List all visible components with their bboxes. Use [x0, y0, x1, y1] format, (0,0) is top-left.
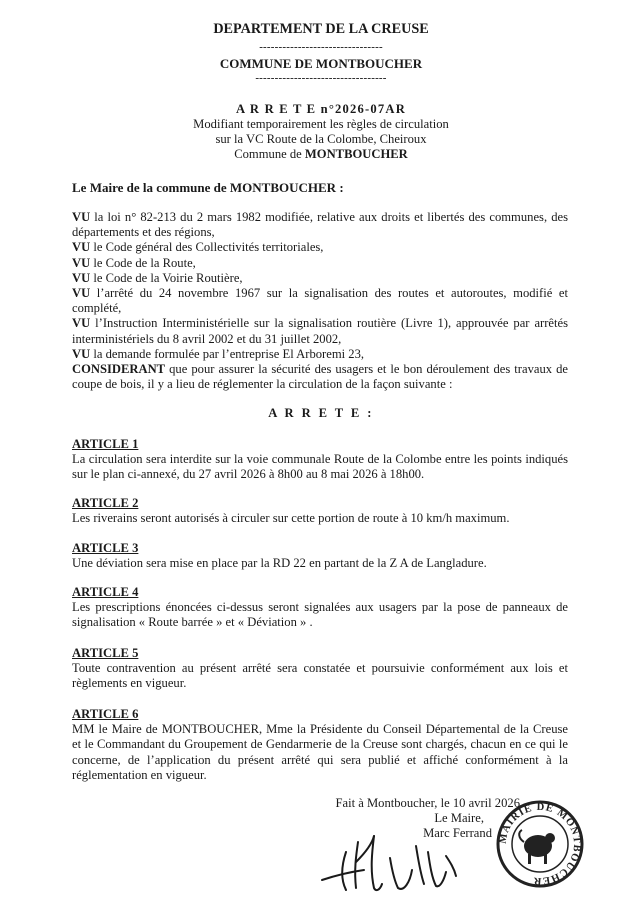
article-title: ARTICLE 2	[72, 496, 139, 510]
commune-name: MONTBOUCHER	[304, 147, 408, 161]
arrete-subject-line: Modifiant temporairement les règles de circulation	[193, 117, 449, 131]
place-date: Fait à Montboucher, le 10 avril 2026	[335, 796, 520, 810]
visa-text: la loi n° 82-213 du 2 mars 1982 modifiée, relative aux droits et libertés des communes, des départements et des régions,	[72, 210, 568, 240]
visa-lead: VU	[72, 316, 91, 331]
arrete-subject-line: sur la VC Route de la Colombe, Cheiroux	[215, 132, 427, 146]
article-title: ARTICLE 3	[72, 541, 139, 555]
considerant-item	[72, 362, 568, 392]
visa-item	[72, 347, 568, 362]
department-title: DEPARTEMENT DE LA CREUSE	[213, 21, 429, 37]
article-2	[72, 496, 568, 526]
article-text: Une déviation sera mise en place par la RD 22 en partant de la Z A de Langladure.	[72, 556, 487, 571]
article-text: Toute contravention au présent arrêté sera constatée et poursuivie conformément aux lois et règlements en vigueur.	[72, 661, 568, 691]
visa-item	[72, 240, 568, 255]
visa-text: la demande formulée par l’entreprise El Arboremi 23,	[90, 346, 365, 361]
visa-lead: VU	[72, 346, 91, 361]
article-5	[72, 646, 568, 692]
considerant-lead: CONSIDERANT	[72, 362, 166, 377]
commune-prefix: Commune de	[234, 147, 305, 161]
commune-title: COMMUNE DE MONTBOUCHER	[219, 56, 423, 71]
arrete-subject-line	[0, 147, 642, 162]
visa-text: le Code de la Route,	[90, 255, 196, 270]
visa-lead: VU	[72, 210, 91, 224]
article-4	[72, 585, 568, 631]
visa-text: l’Instruction Interministérielle sur la signalisation routière (Livre 1), approuvée par arrêtés interministériels du 8 avril 2002 et du 31 juillet 2002,	[72, 316, 568, 346]
arrete-number: A R R E T E n°2026-07AR	[235, 102, 407, 116]
arrete-section-title: A R R E T E :	[268, 406, 374, 420]
visa-text: le Code de la Voirie Routière,	[90, 270, 243, 285]
article-title: ARTICLE 1	[72, 437, 139, 451]
handwritten-signature	[316, 822, 466, 897]
visa-item	[72, 271, 568, 286]
visa-text: l’arrêté du 24 novembre 1967 sur la signalisation des routes et autoroutes, modifié et complété,	[72, 286, 568, 316]
visa-lead: VU	[72, 255, 91, 270]
article-3	[72, 541, 568, 571]
article-6	[72, 707, 568, 783]
visa-lead: VU	[72, 240, 91, 255]
stamp-text: MAIRIE DE MONTBOUCHER	[497, 801, 583, 887]
visa-item	[72, 256, 568, 271]
article-text: MM le Maire de MONTBOUCHER, Mme la Présidente du Conseil Départemental de la Creuse et le Commandant du Groupement de Gendarmerie de la Creuse sont chargés, chacun en ce qui le concerne, de l’application du présent arrêté qui sera publié et affiché conformément à la réglementation en vigueur.	[72, 722, 568, 782]
arrete-header	[0, 102, 642, 162]
separator-line: --------------------------------	[259, 41, 383, 53]
visa-item	[72, 210, 568, 240]
article-text: Les riverains seront autorisés à circuler sur cette portion de route à 10 km/h maximum.	[72, 511, 510, 526]
signatory-role: Le Maire,	[434, 811, 484, 825]
article-text: Les prescriptions énoncées ci-dessus seront signalées aux usagers par la pose de panneaux de signalisation « Route barrée » et « Déviation » .	[72, 600, 568, 630]
article-title: ARTICLE 4	[72, 585, 139, 599]
mairie-stamp	[494, 798, 586, 890]
visa-lead: VU	[72, 286, 91, 301]
separator-line: ----------------------------------	[255, 72, 387, 84]
visa-item	[72, 286, 568, 316]
article-text: La circulation sera interdite sur la voie communale Route de la Colombe entre les points indiqués sur le plan ci-annexé, du 27 avril 2026 à 8h00 au 8 mai 2026 à 18h00.	[72, 452, 568, 482]
maire-heading: Le Maire de la commune de MONTBOUCHER :	[72, 180, 344, 195]
article-title: ARTICLE 6	[72, 707, 139, 721]
article-1	[72, 437, 568, 483]
signatory-name: Marc Ferrand	[423, 826, 492, 840]
visa-text: le Code général des Collectivités territoriales,	[90, 240, 324, 255]
visa-lead: VU	[72, 270, 91, 285]
visas-list	[72, 210, 568, 392]
considerant-text: que pour assurer la sécurité des usagers et le bon déroulement des travaux de coupe de bois, il y a lieu de réglementer la circulation de la façon suivante :	[72, 362, 568, 392]
visa-item	[72, 316, 568, 346]
article-title: ARTICLE 5	[72, 646, 139, 660]
